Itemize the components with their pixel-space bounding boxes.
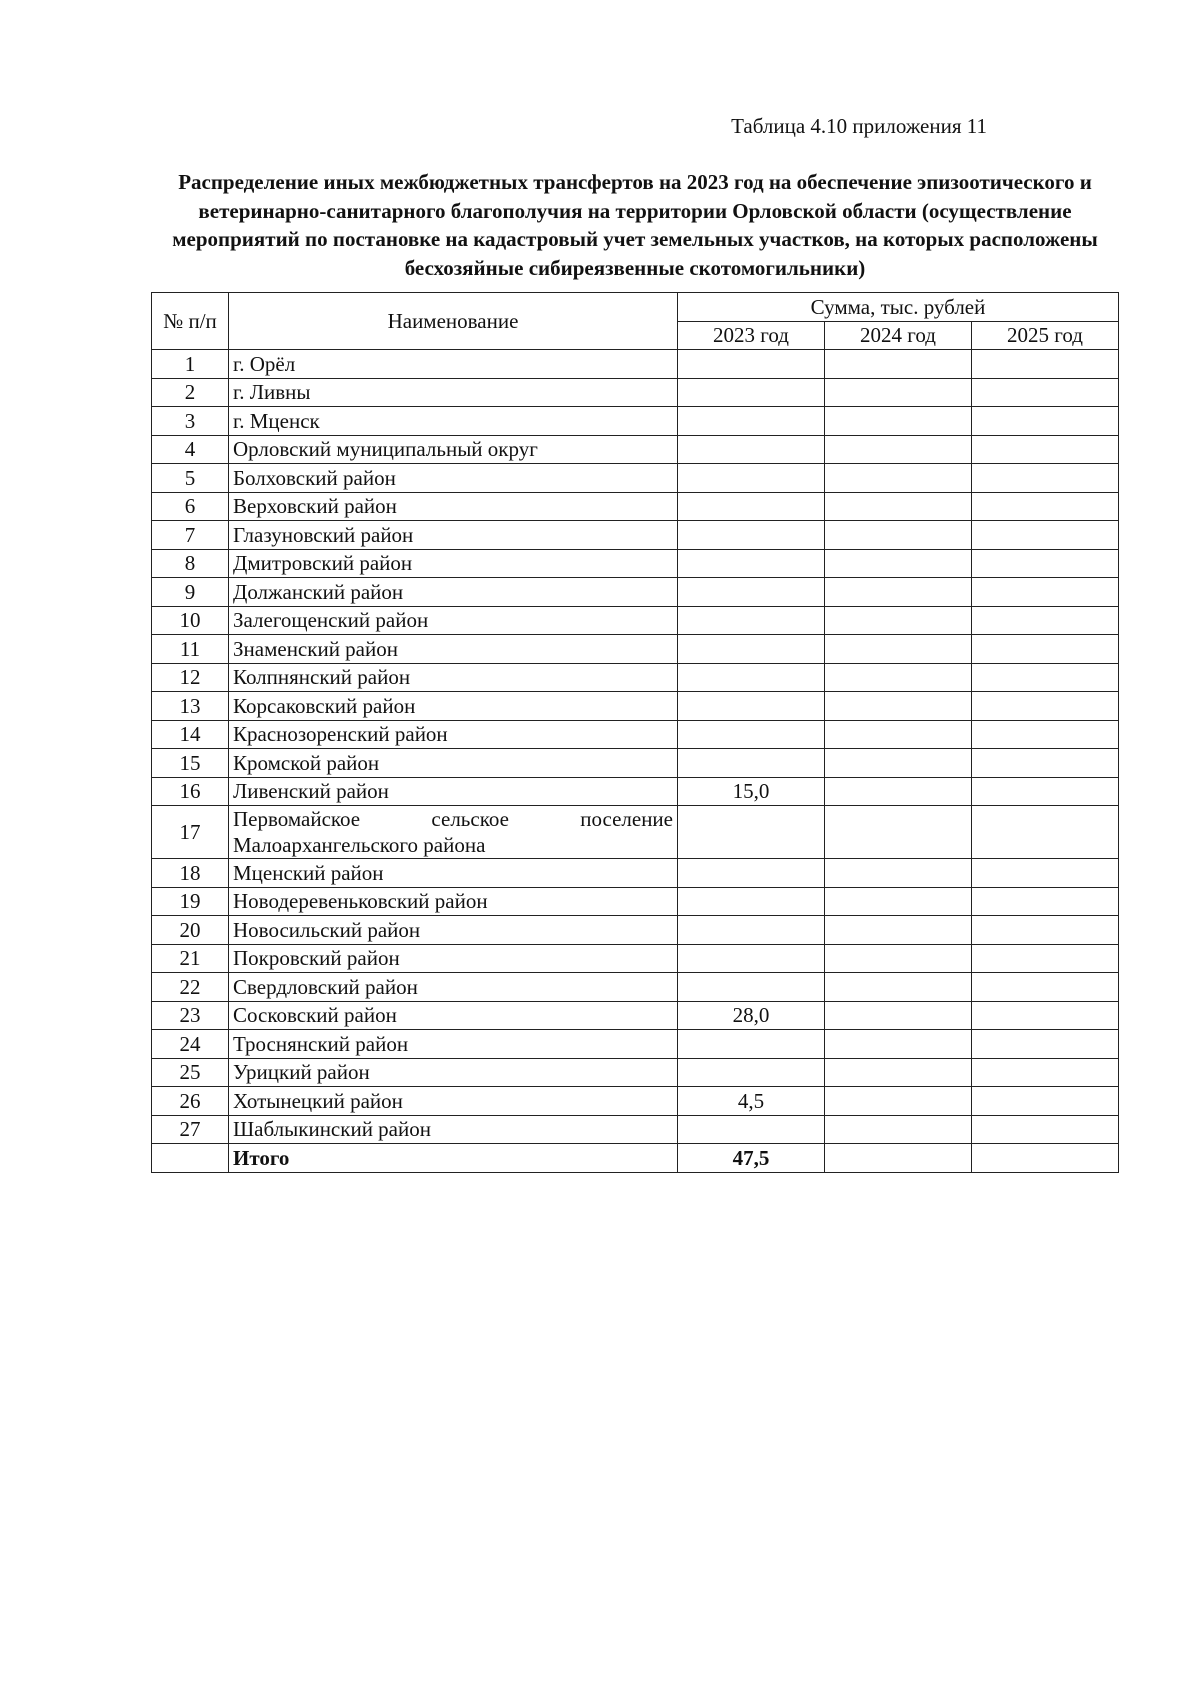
row-number: 6 (152, 492, 229, 521)
row-value-2025 (972, 578, 1119, 607)
row-name: Новодеревеньковский район (229, 887, 678, 916)
row-value-2025 (972, 435, 1119, 464)
table-row (152, 973, 1119, 1002)
total-number (152, 1144, 229, 1173)
row-value-2024 (825, 521, 972, 550)
table-row (152, 887, 1119, 916)
row-value-2023 (678, 887, 825, 916)
row-value-2023 (678, 492, 825, 521)
row-value-2024 (825, 549, 972, 578)
row-value-2024 (825, 777, 972, 806)
row-value-2023 (678, 1115, 825, 1144)
row-name: г. Ливны (229, 378, 678, 407)
table-row (152, 435, 1119, 464)
row-value-2024 (825, 973, 972, 1002)
row-value-2025 (972, 887, 1119, 916)
row-number: 5 (152, 464, 229, 493)
row-number: 3 (152, 407, 229, 436)
row-value-2024 (825, 1001, 972, 1030)
row-value-2024 (825, 635, 972, 664)
row-value-2025 (972, 777, 1119, 806)
row-name: Сосковский район (229, 1001, 678, 1030)
row-value-2024 (825, 944, 972, 973)
row-value-2025 (972, 549, 1119, 578)
header-name: Наименование (229, 293, 678, 350)
row-name: г. Мценск (229, 407, 678, 436)
table-row (152, 521, 1119, 550)
row-value-2025 (972, 663, 1119, 692)
row-name: Залегощенский район (229, 606, 678, 635)
table-row (152, 578, 1119, 607)
total-value-2024 (825, 1144, 972, 1173)
row-value-2025 (972, 749, 1119, 778)
row-number: 16 (152, 777, 229, 806)
row-value-2023 (678, 606, 825, 635)
row-value-2024 (825, 859, 972, 888)
row-value-2024 (825, 1058, 972, 1087)
row-number: 26 (152, 1087, 229, 1116)
row-value-2025 (972, 916, 1119, 945)
total-value-2023: 47,5 (678, 1144, 825, 1173)
table-row (152, 606, 1119, 635)
row-name-line-2: Малоархангельского района (233, 833, 486, 857)
row-number: 9 (152, 578, 229, 607)
row-name: Должанский район (229, 578, 678, 607)
row-number: 11 (152, 635, 229, 664)
row-value-2025 (972, 1030, 1119, 1059)
row-value-2023 (678, 749, 825, 778)
total-label: Итого (229, 1144, 678, 1173)
row-number: 7 (152, 521, 229, 550)
row-name: Колпнянский район (229, 663, 678, 692)
row-number: 13 (152, 692, 229, 721)
row-value-2023 (678, 916, 825, 945)
row-name: Орловский муниципальный округ (229, 435, 678, 464)
row-name: Мценский район (229, 859, 678, 888)
row-value-2024 (825, 350, 972, 379)
row-value-2025 (972, 378, 1119, 407)
row-name-word: поселение (580, 807, 673, 831)
row-number: 27 (152, 1115, 229, 1144)
row-value-2025 (972, 1115, 1119, 1144)
row-value-2024 (825, 435, 972, 464)
table-row (152, 635, 1119, 664)
row-value-2025 (972, 1058, 1119, 1087)
row-name-word: Первомайское (233, 807, 361, 831)
row-name: Ливенский район (229, 777, 678, 806)
row-value-2023 (678, 435, 825, 464)
row-number: 2 (152, 378, 229, 407)
row-name: Хотынецкий район (229, 1087, 678, 1116)
table-row (152, 1058, 1119, 1087)
row-value-2025 (972, 806, 1119, 859)
row-value-2023 (678, 663, 825, 692)
table-row (152, 1030, 1119, 1059)
row-value-2023 (678, 464, 825, 493)
row-value-2024 (825, 720, 972, 749)
row-value-2024 (825, 1115, 972, 1144)
row-name: Свердловский район (229, 973, 678, 1002)
table-row (152, 407, 1119, 436)
row-value-2023 (678, 549, 825, 578)
row-value-2023 (678, 720, 825, 749)
row-value-2023 (678, 1058, 825, 1087)
table-row (152, 916, 1119, 945)
row-value-2025 (972, 720, 1119, 749)
allocation-table (151, 292, 1119, 1173)
row-name-line-1 (233, 806, 673, 832)
row-value-2025 (972, 692, 1119, 721)
row-value-2025 (972, 635, 1119, 664)
row-value-2025 (972, 492, 1119, 521)
row-value-2023 (678, 1030, 825, 1059)
table-row (152, 378, 1119, 407)
row-value-2023 (678, 578, 825, 607)
row-name: Корсаковский район (229, 692, 678, 721)
row-number: 17 (152, 806, 229, 859)
table-row (152, 1087, 1119, 1116)
row-value-2024 (825, 1087, 972, 1116)
row-number: 14 (152, 720, 229, 749)
row-number: 19 (152, 887, 229, 916)
table-row (152, 663, 1119, 692)
total-value-2025 (972, 1144, 1119, 1173)
row-number: 25 (152, 1058, 229, 1087)
row-name: Глазуновский район (229, 521, 678, 550)
table-row (152, 492, 1119, 521)
row-value-2024 (825, 806, 972, 859)
row-value-2023: 4,5 (678, 1087, 825, 1116)
table-row (152, 464, 1119, 493)
row-name: Новосильский район (229, 916, 678, 945)
table-row (152, 549, 1119, 578)
row-name: Знаменский район (229, 635, 678, 664)
row-value-2023 (678, 350, 825, 379)
header-year-2023: 2023 год (678, 321, 825, 350)
header-number: № п/п (152, 293, 229, 350)
row-value-2024 (825, 916, 972, 945)
row-value-2024 (825, 492, 972, 521)
row-name (229, 806, 678, 859)
table-row (152, 1115, 1119, 1144)
row-value-2025 (972, 407, 1119, 436)
row-number: 15 (152, 749, 229, 778)
row-value-2024 (825, 1030, 972, 1059)
row-value-2025 (972, 859, 1119, 888)
row-number: 4 (152, 435, 229, 464)
row-value-2024 (825, 887, 972, 916)
row-value-2023 (678, 973, 825, 1002)
row-name: Дмитровский район (229, 549, 678, 578)
row-value-2024 (825, 749, 972, 778)
row-value-2024 (825, 606, 972, 635)
document-title: Распределение иных межбюджетных трансфертов на 2023 год на обеспечение эпизоотического и ветеринарно-санитарного благополучия на территории Орловской области (осуществление мероприятий по постановке на кадастровый учет земельных участков, на которых расположены бесхозяйные сибиреязвенные скотомогильники) (172, 170, 1098, 280)
row-value-2025 (972, 464, 1119, 493)
row-name: Верховский район (229, 492, 678, 521)
header-year-2025: 2025 год (972, 321, 1119, 350)
row-number: 24 (152, 1030, 229, 1059)
row-number: 8 (152, 549, 229, 578)
row-number: 1 (152, 350, 229, 379)
row-value-2023 (678, 806, 825, 859)
row-value-2025 (972, 973, 1119, 1002)
row-value-2025 (972, 521, 1119, 550)
row-name: Болховский район (229, 464, 678, 493)
row-value-2023 (678, 944, 825, 973)
header-sum: Сумма, тыс. рублей (678, 293, 1119, 322)
table-row (152, 350, 1119, 379)
row-value-2024 (825, 378, 972, 407)
total-row (152, 1144, 1119, 1173)
row-value-2025 (972, 350, 1119, 379)
row-value-2023 (678, 692, 825, 721)
row-value-2025 (972, 1001, 1119, 1030)
row-name: Краснозоренский район (229, 720, 678, 749)
table-row (152, 777, 1119, 806)
row-value-2024 (825, 407, 972, 436)
row-value-2024 (825, 464, 972, 493)
header-year-2024: 2024 год (825, 321, 972, 350)
row-value-2024 (825, 663, 972, 692)
row-value-2023 (678, 859, 825, 888)
row-value-2023 (678, 635, 825, 664)
row-value-2025 (972, 1087, 1119, 1116)
row-name: Урицкий район (229, 1058, 678, 1087)
table-row (152, 720, 1119, 749)
table-row (152, 859, 1119, 888)
row-value-2025 (972, 606, 1119, 635)
row-value-2023 (678, 407, 825, 436)
row-number: 21 (152, 944, 229, 973)
row-number: 10 (152, 606, 229, 635)
row-name: Кромской район (229, 749, 678, 778)
row-name-word: сельское (431, 807, 509, 831)
appendix-table-label: Таблица 4.10 приложения 11 (731, 114, 987, 138)
row-value-2024 (825, 578, 972, 607)
row-value-2024 (825, 692, 972, 721)
table-row (152, 1001, 1119, 1030)
row-name: Покровский район (229, 944, 678, 973)
row-name: Шаблыкинский район (229, 1115, 678, 1144)
table-row (152, 692, 1119, 721)
row-number: 18 (152, 859, 229, 888)
row-number: 12 (152, 663, 229, 692)
table-row (152, 944, 1119, 973)
row-name: г. Орёл (229, 350, 678, 379)
row-number: 22 (152, 973, 229, 1002)
row-value-2023: 15,0 (678, 777, 825, 806)
row-number: 23 (152, 1001, 229, 1030)
row-value-2023: 28,0 (678, 1001, 825, 1030)
row-value-2023 (678, 521, 825, 550)
row-number: 20 (152, 916, 229, 945)
row-value-2023 (678, 378, 825, 407)
table-row (152, 749, 1119, 778)
row-value-2025 (972, 944, 1119, 973)
table-row (152, 806, 1119, 859)
row-name: Троснянский район (229, 1030, 678, 1059)
